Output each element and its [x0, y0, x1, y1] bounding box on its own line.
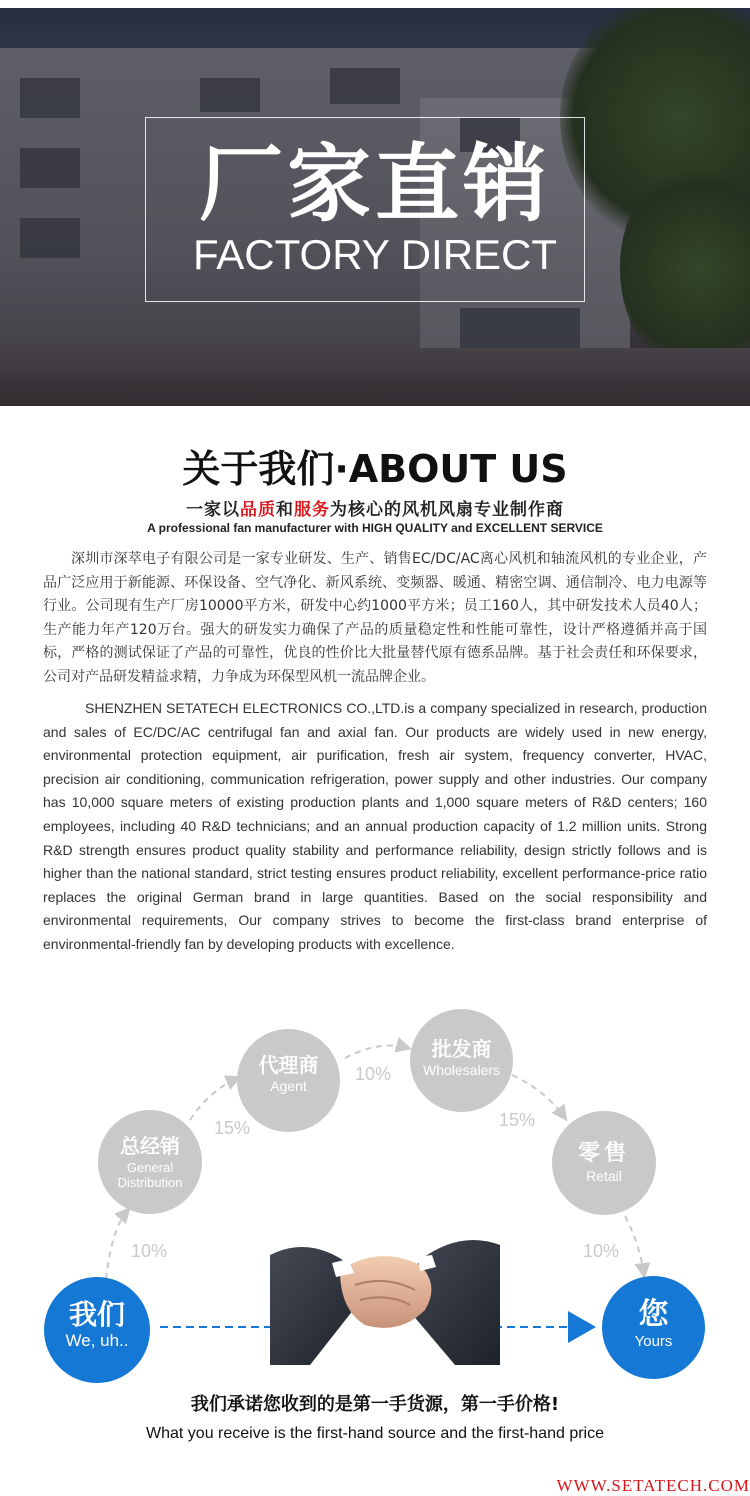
handshake-icon: [270, 1215, 500, 1365]
pct-we-general: 10%: [131, 1241, 168, 1261]
node-retail: 零售 Retail: [552, 1111, 656, 1215]
arrow-general-agent: [190, 1078, 238, 1120]
about-subtitle-en: A professional fan manufacturer with HIGH QUALITY and EXCELLENT SERVICE: [147, 521, 603, 535]
arrow-agent-wholesalers: [345, 1046, 408, 1058]
node-wholesalers: 批发商 Wholesalers: [410, 1009, 513, 1112]
node-agent: 代理商 Agent: [237, 1029, 340, 1132]
node-general-distribution: 总经销 General Distribution: [98, 1110, 202, 1214]
arrow-retail-yours: [625, 1216, 644, 1275]
about-subtitle: 一家以品质和服务为核心的风机风扇专业制作商: [186, 500, 564, 520]
pct-retail-yours: 10%: [583, 1241, 620, 1261]
hero-title-cn: 厂家直销: [198, 135, 551, 233]
pct-agent-wholesalers: 10%: [355, 1064, 392, 1084]
website-url[interactable]: WWW.SETATECH.COM: [556, 1476, 750, 1495]
hero-title-en: FACTORY DIRECT: [192, 231, 558, 278]
about-paragraph-en: SHENZHEN SETATECH ELECTRONICS CO.,LTD.is a company specialized in research, production and sales of EC/DC/AC centrifugal fan and axial fan. Our products are widely used in new energy, environmental protection equipment, air purification, fresh air system, frequency converter, HVAC, precision air conditioning, communication refrigeration, power supply and other industries. Our company has 10,000 square meters of existing production plants and 1,000 square meters of R&D centers; 160 employees, including 40 R&D technicians; and an annual production capacity of 1.2 million units. Strong R&D strength ensures product quality stability and performance reliability, design strictly follows and is higher than the national standard, strict testing ensures product reliability, excellent performance-price ratio replaces the original German brand in large quantities. Based on the social responsibility and environmental requirements, Our company strives to become the first-class brand enterprise of environmental-friendly fan by developing products with excellence.: [43, 700, 707, 952]
pct-wholesalers-retail: 15%: [499, 1110, 536, 1130]
node-yours: 您 Yours: [602, 1276, 705, 1379]
promise-cn: 我们承诺您收到的是第一手货源，第一手价格!: [190, 1394, 560, 1415]
pct-general-agent: 15%: [214, 1118, 251, 1138]
node-we: 我们 We, uh..: [44, 1277, 150, 1383]
promise-en: What you receive is the first-hand source and the first-hand price: [146, 1425, 604, 1442]
about-paragraph-cn: 深圳市深萃电子有限公司是一家专业研发、生产、销售EC/DC/AC离心风机和轴流风机的专业企业，产品广泛应用于新能源、环保设备、空气净化、新风系统、变频器、暖通、精密空调、通信制冷、电力电源等行业。公司现有生产厂房10000平方米，研发中心约1000平方米；员工160人，其中研发技术人员40人；生产能力年产120万台。强大的研发实力确保了产品的质量稳定性和性能可靠性，设计严格遵循并高于国标，严格的测试保证了产品的可靠性，优良的性价比大批量替代原有德系品牌。基于社会责任和环保要求，公司对产品研发精益求精，力争成为环保型风机一流品牌企业。: [43, 551, 707, 685]
hero-banner: [0, 8, 750, 406]
about-title: 关于我们·ABOUT US: [182, 447, 568, 491]
